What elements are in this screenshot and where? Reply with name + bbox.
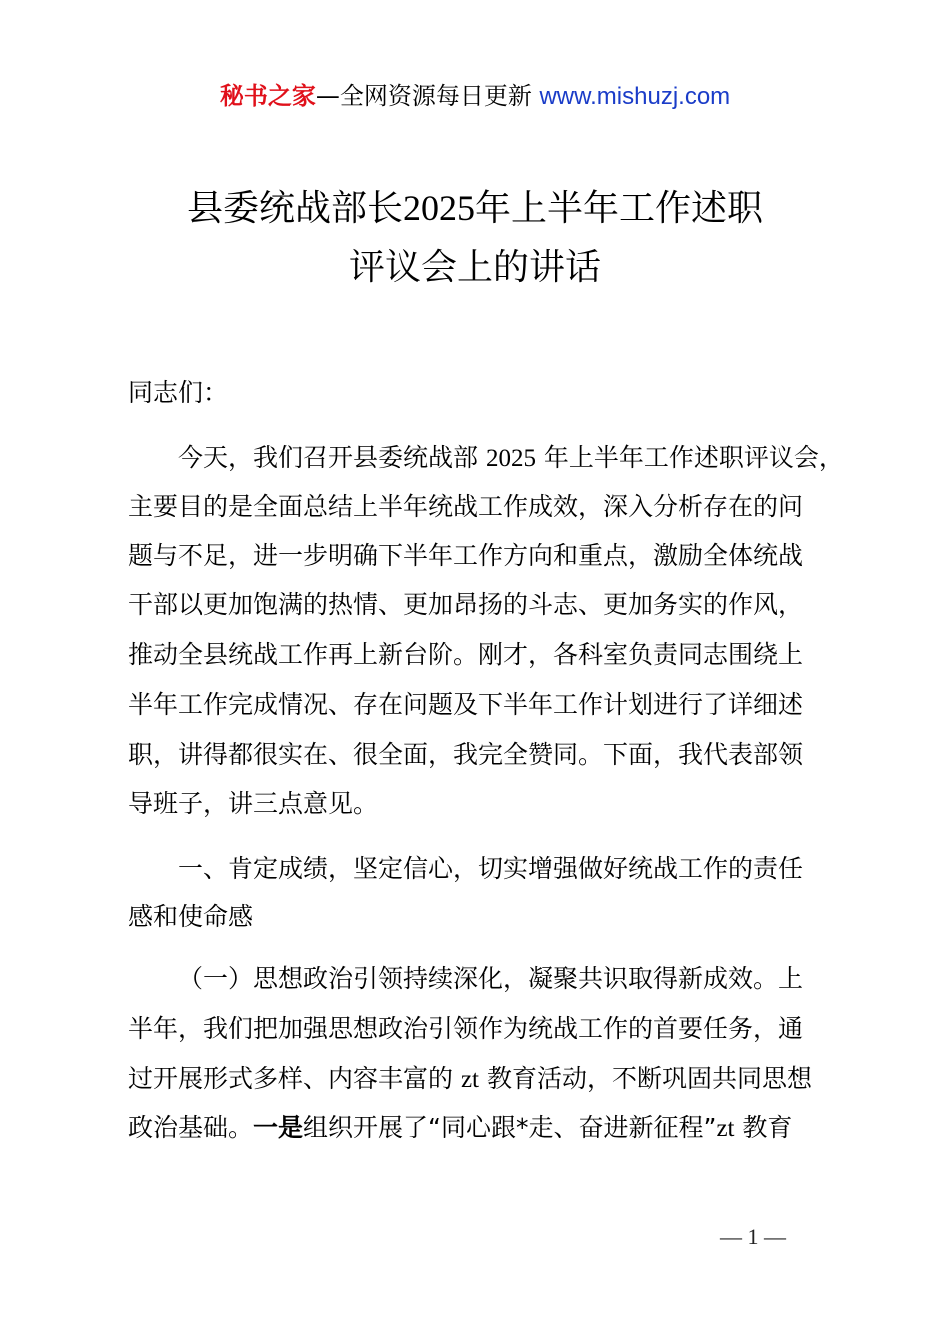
paragraph-line: 职，讲得都很实在、很全面，我完全赞同。下面，我代表部领 [128,740,804,769]
text: 过开展形式多样、内容丰富的 [128,1064,461,1093]
paragraph-line: （一）思想政治引领持续深化，凝聚共识取得新成效。上 [178,964,804,993]
section-heading-line: 感和使命感 [128,902,254,931]
text: 组织开展了“同心跟*走、奋进新征程” [303,1113,717,1142]
text: 年上半年工作述职评议会， [535,443,844,472]
bold-lead: 一是 [253,1113,304,1142]
title-text: 县委统战部长 [186,188,403,229]
paragraph-line [128,1062,812,1097]
paragraph-line: 推动全县统战工作再上新台阶。刚才，各科室负责同志围绕上 [128,640,804,669]
site-brand: 秘书之家 [219,82,316,110]
site-url-link[interactable]: www.mishuzj.com [539,83,731,110]
salutation: 同志们： [128,378,229,407]
title-year: 2025 [403,188,475,228]
text: 教育 [734,1113,793,1142]
paragraph-line [178,441,844,476]
abbrev: zt [460,1066,479,1093]
text: 今天，我们召开县委统战部 [178,443,486,472]
paragraph-line [128,1111,792,1146]
section-heading-line: 一、肯定成绩，坚定信心，切实增强做好统战工作的责任 [178,854,804,883]
year: 2025 [485,445,536,472]
text: 教育活动，不断巩固共同思想 [479,1064,812,1093]
paragraph-line: 半年工作完成情况、存在问题及下半年工作计划进行了详细述 [128,690,804,719]
abbrev: zt [716,1115,735,1142]
document-title-line-1 [0,186,950,231]
paragraph-line: 半年，我们把加强思想政治引领作为统战工作的首要任务，通 [128,1014,804,1043]
site-tagline: —全网资源每日更新 [315,82,540,110]
paragraph-line: 导班子，讲三点意见。 [128,789,379,818]
text: 政治基础。 [128,1113,254,1142]
paragraph-line: 题与不足，进一步明确下半年工作方向和重点，激励全体统战 [128,541,804,570]
paragraph-line: 主要目的是全面总结上半年统战工作成效，深入分析存在的问 [128,492,804,521]
site-header [0,80,950,113]
paragraph-line: 干部以更加饱满的热情、更加昂扬的斗志、更加务实的作风， [128,590,804,619]
page-number: — 1 — [720,1224,786,1249]
document-title-line-2: 评议会上的讲话 [348,247,601,288]
title-text: 年上半年工作述职 [475,188,764,229]
